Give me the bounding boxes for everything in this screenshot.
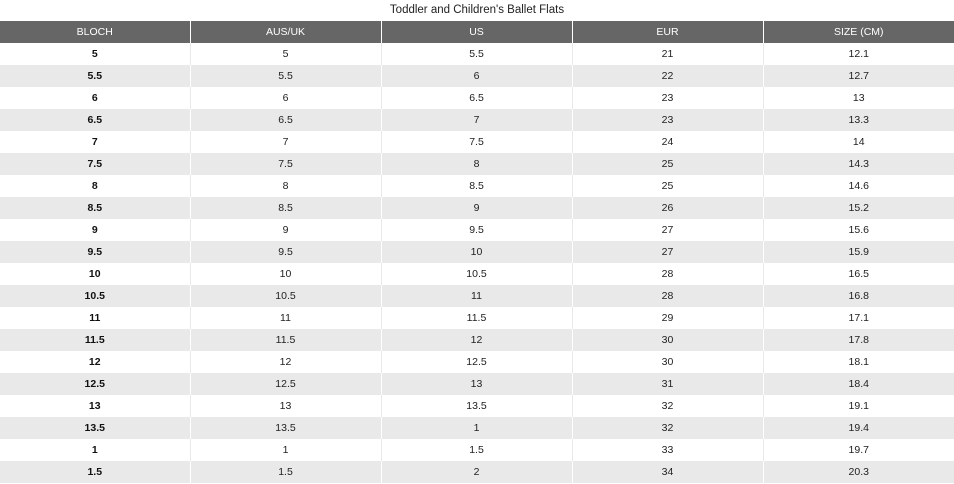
cell-us: 10 xyxy=(381,241,572,263)
page-title: Toddler and Children's Ballet Flats xyxy=(389,4,565,16)
cell-aus-uk: 13 xyxy=(190,395,381,417)
cell-us: 13.5 xyxy=(381,395,572,417)
cell-aus-uk: 9 xyxy=(190,219,381,241)
cell-eur: 28 xyxy=(572,263,763,285)
cell-us: 12.5 xyxy=(381,351,572,373)
cell-size-cm: 14.3 xyxy=(763,153,954,175)
table-row xyxy=(0,109,954,131)
cell-aus-uk: 6.5 xyxy=(190,109,381,131)
cell-us: 13 xyxy=(381,373,572,395)
cell-eur: 25 xyxy=(572,175,763,197)
table-row xyxy=(0,197,954,219)
cell-us: 9 xyxy=(381,197,572,219)
cell-size-cm: 14 xyxy=(763,131,954,153)
table-row xyxy=(0,263,954,285)
cell-us: 6.5 xyxy=(381,87,572,109)
cell-eur: 25 xyxy=(572,153,763,175)
cell-size-cm: 15.2 xyxy=(763,197,954,219)
cell-size-cm: 19.4 xyxy=(763,417,954,439)
cell-us: 12 xyxy=(381,329,572,351)
cell-eur: 28 xyxy=(572,285,763,307)
cell-size-cm: 20.3 xyxy=(763,461,954,483)
column-header-size-cm: SIZE (CM) xyxy=(763,21,954,43)
column-header-us: US xyxy=(381,21,572,43)
cell-size-cm: 12.7 xyxy=(763,65,954,87)
table-header-row xyxy=(0,21,954,43)
cell-aus-uk: 12 xyxy=(190,351,381,373)
cell-us: 5.5 xyxy=(381,43,572,65)
cell-aus-uk: 11 xyxy=(190,307,381,329)
cell-size-cm: 13 xyxy=(763,87,954,109)
cell-bloch: 10 xyxy=(0,263,190,285)
table-row xyxy=(0,219,954,241)
cell-eur: 27 xyxy=(572,241,763,263)
cell-us: 8 xyxy=(381,153,572,175)
cell-aus-uk: 13.5 xyxy=(190,417,381,439)
cell-bloch: 11 xyxy=(0,307,190,329)
cell-eur: 31 xyxy=(572,373,763,395)
cell-bloch: 12.5 xyxy=(0,373,190,395)
cell-bloch: 12 xyxy=(0,351,190,373)
cell-us: 11 xyxy=(381,285,572,307)
table-row xyxy=(0,395,954,417)
table-body xyxy=(0,43,954,483)
table-row xyxy=(0,417,954,439)
cell-size-cm: 16.5 xyxy=(763,263,954,285)
cell-bloch: 9 xyxy=(0,219,190,241)
table-row xyxy=(0,307,954,329)
cell-aus-uk: 8.5 xyxy=(190,197,381,219)
table-row xyxy=(0,65,954,87)
cell-us: 8.5 xyxy=(381,175,572,197)
cell-aus-uk: 5 xyxy=(190,43,381,65)
cell-size-cm: 14.6 xyxy=(763,175,954,197)
cell-bloch: 11.5 xyxy=(0,329,190,351)
cell-aus-uk: 8 xyxy=(190,175,381,197)
cell-aus-uk: 12.5 xyxy=(190,373,381,395)
cell-eur: 23 xyxy=(572,87,763,109)
cell-size-cm: 12.1 xyxy=(763,43,954,65)
cell-bloch: 7 xyxy=(0,131,190,153)
cell-size-cm: 15.6 xyxy=(763,219,954,241)
cell-aus-uk: 10.5 xyxy=(190,285,381,307)
cell-us: 2 xyxy=(381,461,572,483)
table-row xyxy=(0,461,954,483)
cell-eur: 24 xyxy=(572,131,763,153)
cell-us: 1.5 xyxy=(381,439,572,461)
column-header-bloch: BLOCH xyxy=(0,21,190,43)
cell-bloch: 6.5 xyxy=(0,109,190,131)
table-row xyxy=(0,241,954,263)
cell-aus-uk: 7 xyxy=(190,131,381,153)
table-row xyxy=(0,439,954,461)
cell-bloch: 5 xyxy=(0,43,190,65)
cell-size-cm: 13.3 xyxy=(763,109,954,131)
cell-eur: 23 xyxy=(572,109,763,131)
cell-size-cm: 17.1 xyxy=(763,307,954,329)
cell-bloch: 6 xyxy=(0,87,190,109)
cell-eur: 30 xyxy=(572,351,763,373)
column-header-eur: EUR xyxy=(572,21,763,43)
table-row xyxy=(0,43,954,65)
column-header-aus-uk: AUS/UK xyxy=(190,21,381,43)
cell-us: 6 xyxy=(381,65,572,87)
cell-eur: 30 xyxy=(572,329,763,351)
cell-bloch: 7.5 xyxy=(0,153,190,175)
table-row xyxy=(0,87,954,109)
table-row xyxy=(0,285,954,307)
cell-aus-uk: 1.5 xyxy=(190,461,381,483)
cell-size-cm: 19.7 xyxy=(763,439,954,461)
cell-size-cm: 18.4 xyxy=(763,373,954,395)
cell-eur: 33 xyxy=(572,439,763,461)
cell-us: 1 xyxy=(381,417,572,439)
cell-bloch: 13.5 xyxy=(0,417,190,439)
cell-aus-uk: 9.5 xyxy=(190,241,381,263)
cell-size-cm: 18.1 xyxy=(763,351,954,373)
table-row xyxy=(0,131,954,153)
cell-aus-uk: 1 xyxy=(190,439,381,461)
cell-aus-uk: 5.5 xyxy=(190,65,381,87)
cell-size-cm: 19.1 xyxy=(763,395,954,417)
cell-size-cm: 16.8 xyxy=(763,285,954,307)
cell-bloch: 10.5 xyxy=(0,285,190,307)
table-row xyxy=(0,373,954,395)
cell-eur: 32 xyxy=(572,417,763,439)
cell-eur: 26 xyxy=(572,197,763,219)
cell-bloch: 5.5 xyxy=(0,65,190,87)
cell-aus-uk: 11.5 xyxy=(190,329,381,351)
cell-aus-uk: 7.5 xyxy=(190,153,381,175)
cell-bloch: 8.5 xyxy=(0,197,190,219)
cell-eur: 34 xyxy=(572,461,763,483)
table-row xyxy=(0,329,954,351)
cell-bloch: 1.5 xyxy=(0,461,190,483)
cell-bloch: 13 xyxy=(0,395,190,417)
cell-bloch: 9.5 xyxy=(0,241,190,263)
cell-bloch: 1 xyxy=(0,439,190,461)
cell-aus-uk: 10 xyxy=(190,263,381,285)
cell-us: 11.5 xyxy=(381,307,572,329)
cell-bloch: 8 xyxy=(0,175,190,197)
cell-us: 7 xyxy=(381,109,572,131)
size-chart-table xyxy=(0,21,954,483)
cell-eur: 21 xyxy=(572,43,763,65)
cell-eur: 22 xyxy=(572,65,763,87)
cell-eur: 32 xyxy=(572,395,763,417)
table-row xyxy=(0,175,954,197)
cell-us: 10.5 xyxy=(381,263,572,285)
cell-us: 9.5 xyxy=(381,219,572,241)
cell-eur: 29 xyxy=(572,307,763,329)
cell-aus-uk: 6 xyxy=(190,87,381,109)
cell-size-cm: 17.8 xyxy=(763,329,954,351)
cell-eur: 27 xyxy=(572,219,763,241)
table-row xyxy=(0,351,954,373)
cell-size-cm: 15.9 xyxy=(763,241,954,263)
cell-us: 7.5 xyxy=(381,131,572,153)
table-row xyxy=(0,153,954,175)
